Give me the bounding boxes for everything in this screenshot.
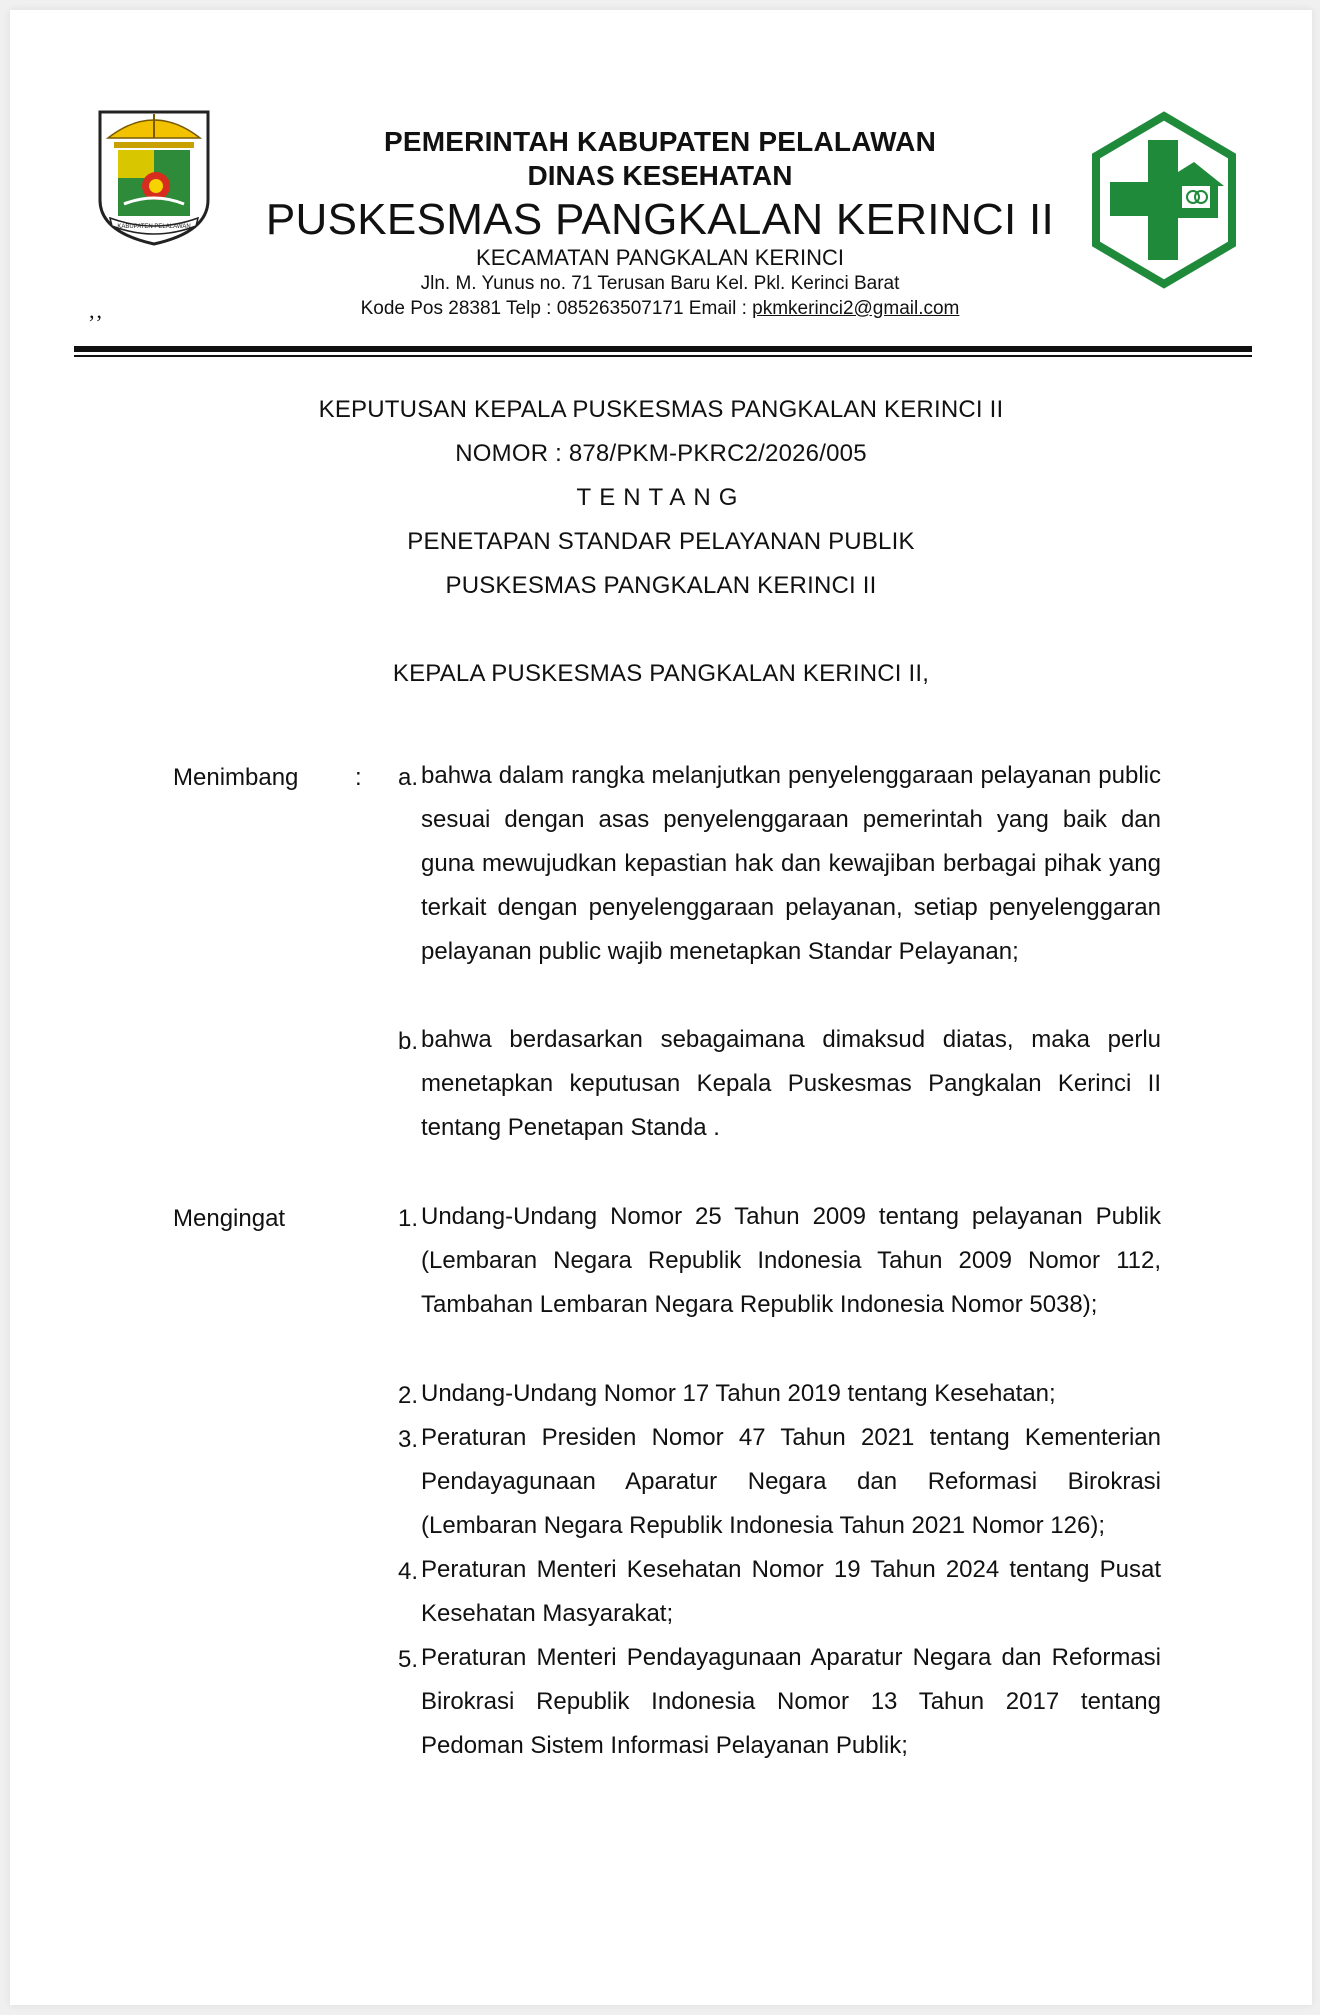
header-district: KECAMATAN PANGKALAN KERINCI	[476, 245, 844, 270]
menimbang-item-b: bahwa berdasarkan sebagaimana dimaksud diatas, maka perlu menetapkan keputusan Kepala Puskesmas Pangkalan Kerinci II tentang Penetapan Standa .	[421, 1026, 1161, 1141]
menimbang-label: Menimbang	[173, 764, 299, 791]
header-contact	[210, 298, 1110, 320]
header-divider-thin	[74, 355, 1252, 357]
decree-title: KEPUTUSAN KEPALA PUSKESMAS PANGKALAN KERINCI II	[318, 396, 1004, 423]
menimbang-mark-b: b.	[397, 1028, 418, 1055]
mengingat-item-4: Peraturan Menteri Kesehatan Nomor 19 Tahun 2024 tentang Pusat Kesehatan Masyarakat;	[421, 1556, 1161, 1627]
mengingat-label: Mengingat	[173, 1205, 286, 1232]
puskesmas-cross-house-icon	[1090, 110, 1238, 290]
stray-mark: ‚‚	[88, 298, 103, 323]
mengingat-mark-4: 4.	[397, 1558, 418, 1585]
contact-text: Kode Pos 28381 Telp : 085263507171 Email :	[360, 298, 753, 319]
mengingat-mark-5: 5.	[397, 1646, 418, 1673]
decree-number: NOMOR : 878/PKM-PKRC2/2026/005	[455, 440, 867, 467]
menimbang-colon: :	[355, 764, 362, 791]
mengingat-item-5: Peraturan Menteri Pendayagunaan Aparatur Negara dan Reformasi Birokrasi Republik Indonesia Nomor 13 Tahun 2017 tentang Pedoman Sistem Informasi Pelayanan Publik;	[421, 1644, 1161, 1759]
header-divider-thick	[74, 346, 1252, 352]
decree-tentang: TENTANG	[576, 484, 746, 511]
header-puskesmas-name: PUSKESMAS PANGKALAN KERINCI II	[265, 195, 1055, 244]
decree-issuer: KEPALA PUSKESMAS PANGKALAN KERINCI II,	[392, 660, 930, 687]
decree-subject-institution: PUSKESMAS PANGKALAN KERINCI II	[445, 572, 877, 599]
document-page	[10, 10, 1312, 2005]
mengingat-item-3: Peraturan Presiden Nomor 47 Tahun 2021 tentang Kementerian Pendayagunaan Aparatur Negara dan Reformasi Birokrasi (Lembaran Negara Republik Indonesia Tahun 2021 Nomor 126);	[421, 1424, 1161, 1539]
header-department: DINAS KESEHATAN	[527, 160, 793, 191]
mengingat-item-2: Undang-Undang Nomor 17 Tahun 2019 tentang Kesehatan;	[421, 1380, 1056, 1407]
header-address: Jln. M. Yunus no. 71 Terusan Baru Kel. Pkl. Kerinci Barat	[420, 273, 900, 294]
mengingat-mark-3: 3.	[397, 1426, 418, 1453]
mengingat-item-1: Undang-Undang Nomor 25 Tahun 2009 tentang pelayanan Publik (Lembaran Negara Republik Indonesia Tahun 2009 Nomor 112, Tambahan Lembaran Negara Republik Indonesia Nomor 5038);	[421, 1203, 1161, 1318]
email-link[interactable]: pkmkerinci2@gmail.com	[752, 298, 960, 319]
mengingat-mark-2: 2.	[397, 1382, 418, 1409]
header-government: PEMERINTAH KABUPATEN PELALAWAN	[384, 126, 936, 157]
decree-subject: PENETAPAN STANDAR PELAYANAN PUBLIK	[407, 528, 915, 555]
emblem-ribbon-text: KABUPATEN PELALAWAN	[117, 224, 191, 230]
menimbang-item-a: bahwa dalam rangka melanjutkan penyelenggaraan pelayanan public sesuai dengan asas penyelenggaraan pemerintah yang baik dan guna mewujudkan kepastian hak dan kewajiban berbagai pihak yang terkait dengan penyelenggaraan pelayanan, setiap penyelenggaran pelayanan public wajib menetapkan Standar Pelayanan;	[421, 762, 1161, 965]
menimbang-mark-a: a.	[397, 764, 418, 791]
mengingat-mark-1: 1.	[397, 1205, 418, 1232]
kabupaten-pelalawan-emblem-icon	[96, 108, 212, 248]
